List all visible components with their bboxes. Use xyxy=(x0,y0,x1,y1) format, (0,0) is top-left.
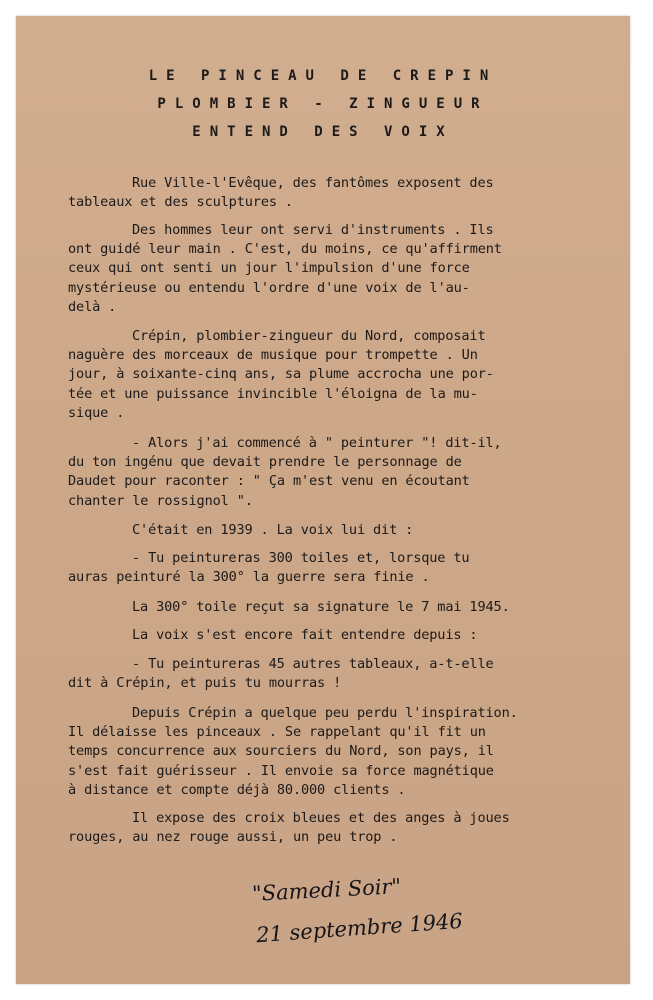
paragraph-4 xyxy=(68,434,628,511)
handwritten-source: "Samedi Soir" xyxy=(251,874,402,906)
paragraph-line: C'était en 1939 . La voix lui dit : xyxy=(132,522,414,538)
paragraph-2 xyxy=(68,221,628,317)
paragraph-line: du ton ingénu que devait prendre le personnage de xyxy=(68,454,462,471)
paragraph-line: tableaux et des sculptures . xyxy=(68,194,293,211)
paragraph-line: chanter le rossignol ". xyxy=(68,492,253,509)
paragraph-line: ont guidé leur main . C'est, du moins, ce qu'affirment xyxy=(68,241,502,258)
paragraph-line: dit à Crépin, et puis tu mourras ! xyxy=(68,675,342,692)
paragraph-8 xyxy=(68,626,628,645)
paragraph-line: s'est fait guérisseur . Il envoie sa force magnétique xyxy=(68,762,494,779)
paragraph-11 xyxy=(68,809,628,847)
paragraph-line: delà . xyxy=(68,298,117,315)
paragraph-line: temps concurrence aux sourciers du Nord, son pays, il xyxy=(68,743,494,760)
paragraph-line: tée et une puissance invincible l'éloigna de la mu- xyxy=(68,385,478,402)
paragraph-line: La 300° toile reçut sa signature le 7 mai 1945. xyxy=(132,599,510,615)
title-line-2: PLOMBIER - ZINGUEUR xyxy=(157,96,489,112)
paragraph-1 xyxy=(68,174,628,212)
paragraph-line: à distance et compte déjà 80.000 clients . xyxy=(68,781,406,798)
paragraph-line: jour, à soixante-cinq ans, sa plume accrocha une por- xyxy=(68,366,494,383)
paragraph-5 xyxy=(68,521,628,540)
paragraph-line: sique . xyxy=(68,404,125,421)
paragraph-6 xyxy=(68,549,628,587)
paragraph-line: Depuis Crépin a quelque peu perdu l'inspiration. xyxy=(132,705,518,721)
paragraph-line: Il délaisse les pinceaux . Se rappelant qu'il fit un xyxy=(68,724,486,741)
paragraph-3 xyxy=(68,327,628,423)
paragraph-line: Des hommes leur ont servi d'instruments . Ils xyxy=(132,222,494,238)
title-line-3: ENTEND DES VOIX xyxy=(192,124,454,140)
paragraph-line: rouges, au nez rouge aussi, un peu trop . xyxy=(68,829,398,846)
paragraph-7 xyxy=(68,598,628,617)
paragraph-10 xyxy=(68,704,628,800)
paragraph-line: Rue Ville-l'Evêque, des fantômes exposent des xyxy=(132,175,494,191)
title-line-1: LE PINCEAU DE CREPIN xyxy=(148,68,498,84)
paragraph-line: ceux qui ont senti un jour l'impulsion d'une force xyxy=(68,260,470,277)
paragraph-line: - Tu peintureras 45 autres tableaux, a-t-elle xyxy=(132,656,494,672)
paragraph-line: auras peinturé la 300° la guerre sera finie . xyxy=(68,569,430,586)
paragraph-line: Il expose des croix bleues et des anges à joues xyxy=(132,810,510,826)
paragraph-line: - Alors j'ai commencé à " peinturer "! dit-il, xyxy=(132,435,502,451)
paragraph-line: - Tu peintureras 300 toiles et, lorsque tu xyxy=(132,550,470,566)
paragraph-line: La voix s'est encore fait entendre depuis : xyxy=(132,627,478,643)
paragraph-line: mystérieuse ou entendu l'ordre d'une voix de l'au- xyxy=(68,279,470,296)
document-sheet xyxy=(16,16,630,984)
paragraph-9 xyxy=(68,655,628,693)
paragraph-line: Daudet pour raconter : " Ça m'est venu en écoutant xyxy=(68,473,470,490)
paragraph-line: naguère des morceaux de musique pour trompette . Un xyxy=(68,347,478,364)
handwritten-date: 21 septembre 1946 xyxy=(255,908,464,948)
paragraph-line: Crépin, plombier-zingueur du Nord, composait xyxy=(132,328,486,344)
